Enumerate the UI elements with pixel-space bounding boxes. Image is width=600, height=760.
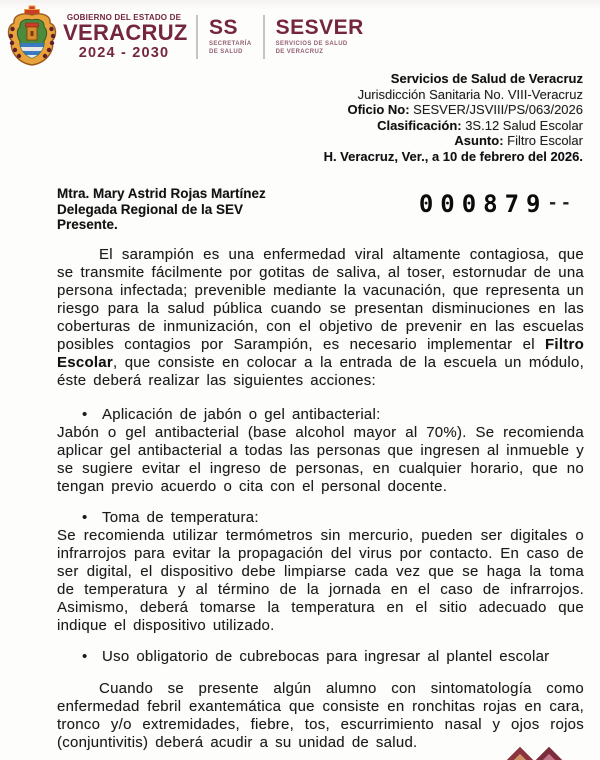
bullet-icon: •: [82, 509, 88, 526]
dateline: H. Veracruz, Ver., a 10 de febrero del 2026.: [323, 148, 583, 164]
bullet-icon: •: [82, 406, 88, 423]
veracruz-coat-of-arms-icon: [6, 5, 58, 69]
sesver-logo: [276, 17, 364, 57]
bullet-cubrebocas: • Uso obligatorio de cubrebocas para ingresar al plantel escolar: [82, 648, 550, 665]
government-wordmark: [63, 13, 188, 61]
letterhead-logo-row: [6, 5, 364, 69]
filtro-escolar-emphasis: Filtro Escolar: [57, 336, 584, 371]
government-line1: GOBIERNO DEL ESTADO DE: [66, 13, 182, 23]
letterhead-info: [324, 71, 583, 165]
government-term: 2024 - 2030: [78, 44, 170, 61]
oficio-line: Oficio No: SESVER/JSVIII/PS/063/2026: [347, 102, 583, 118]
folio-suffix: --: [547, 193, 574, 213]
paragraph-closing: Cuando se presente algún alumno con sintomatología como enfermedad febril exantemática que consiste en ronchitas rojas en cara, tronco y/o extremidades, fiebre, tos, escurrimiento nasal y ojos rojos (conjuntivitis) deberá acudir a su unidad de salud.: [57, 680, 584, 751]
addressee-name: Mtra. Mary Astrid Rojas Martínez: [57, 186, 266, 201]
addressee-block: [57, 186, 266, 233]
sesver-acronym: SESVER: [275, 16, 364, 40]
addressee-salutation: Presente.: [57, 217, 118, 233]
folio-number-stamp: [419, 190, 574, 218]
folio-number: 000879: [418, 190, 548, 218]
org-name: Servicios de Salud de Veracruz: [390, 71, 583, 86]
bullet-gel: • Aplicación de jabón o gel antibacterial:: [82, 406, 381, 423]
bullet-temperatura-text: Se recomienda utilizar termómetros sin mercurio, pueden ser digitales o infrarrojos para evitar la propagación del virus por contacto. En caso de ser digital, el dispositivo debe limpiarse cada vez que se haga la toma de temperatura y al término de la jornada en el caso de infrarrojos. Asimismo, deberá tomarse la temperatura en el sitio adecuado que indique el dispositivo utilizado.: [57, 527, 584, 634]
ss-logo: [209, 17, 252, 57]
clasificacion-line: Clasificación: 3S.12 Salud Escolar: [377, 117, 583, 133]
logo-divider: [263, 15, 265, 59]
bullet-gel-text: Jabón o gel antibacterial (base alcohol mayor al 70%). Se recomienda aplicar gel antibacterial a todas las personas que ingresen al inmueble y se sugiere evitar el ingreso de personas, en cualquier horario, que no tengan previo acuerdo o cita con el personal docente.: [57, 424, 584, 495]
ss-subtitle: SECRETARÍA DE SALUD: [209, 41, 252, 55]
letter-body: [57, 246, 584, 752]
government-line2: VERACRUZ: [63, 20, 188, 46]
addressee-title: Delegada Regional de la SEV: [57, 201, 244, 217]
ss-acronym: SS: [209, 16, 239, 40]
jurisdiction: Jurisdicción Sanitaria No. VIII-Veracruz: [357, 86, 583, 102]
veracruz-diamond-pattern-icon: [503, 744, 567, 760]
bullet-icon: •: [82, 648, 88, 665]
sesver-subtitle: SERVICIOS DE SALUD DE VERACRUZ: [275, 41, 348, 55]
bullet-temperatura: • Toma de temperatura:: [82, 509, 259, 526]
asunto-line: Asunto: Filtro Escolar: [454, 133, 583, 149]
paragraph-intro: El sarampión es una enfermedad viral altamente contagiosa, que se transmite fácilmente por gotitas de saliva, al toser, estornudar de una persona infectada; prevenible mediante la vacunación, que representa un riesgo para la salud pública cuando se presentan disminuciones en las coberturas de inmunización, con el objetivo de prevenir en las escuelas posibles contagios por Sarampión, es necesario implementar el Filtro Escolar, que consiste en colocar a la entrada de la escuela un módulo, éste deberá realizar las siguientes acciones:: [57, 246, 584, 389]
logo-divider: [196, 15, 198, 59]
